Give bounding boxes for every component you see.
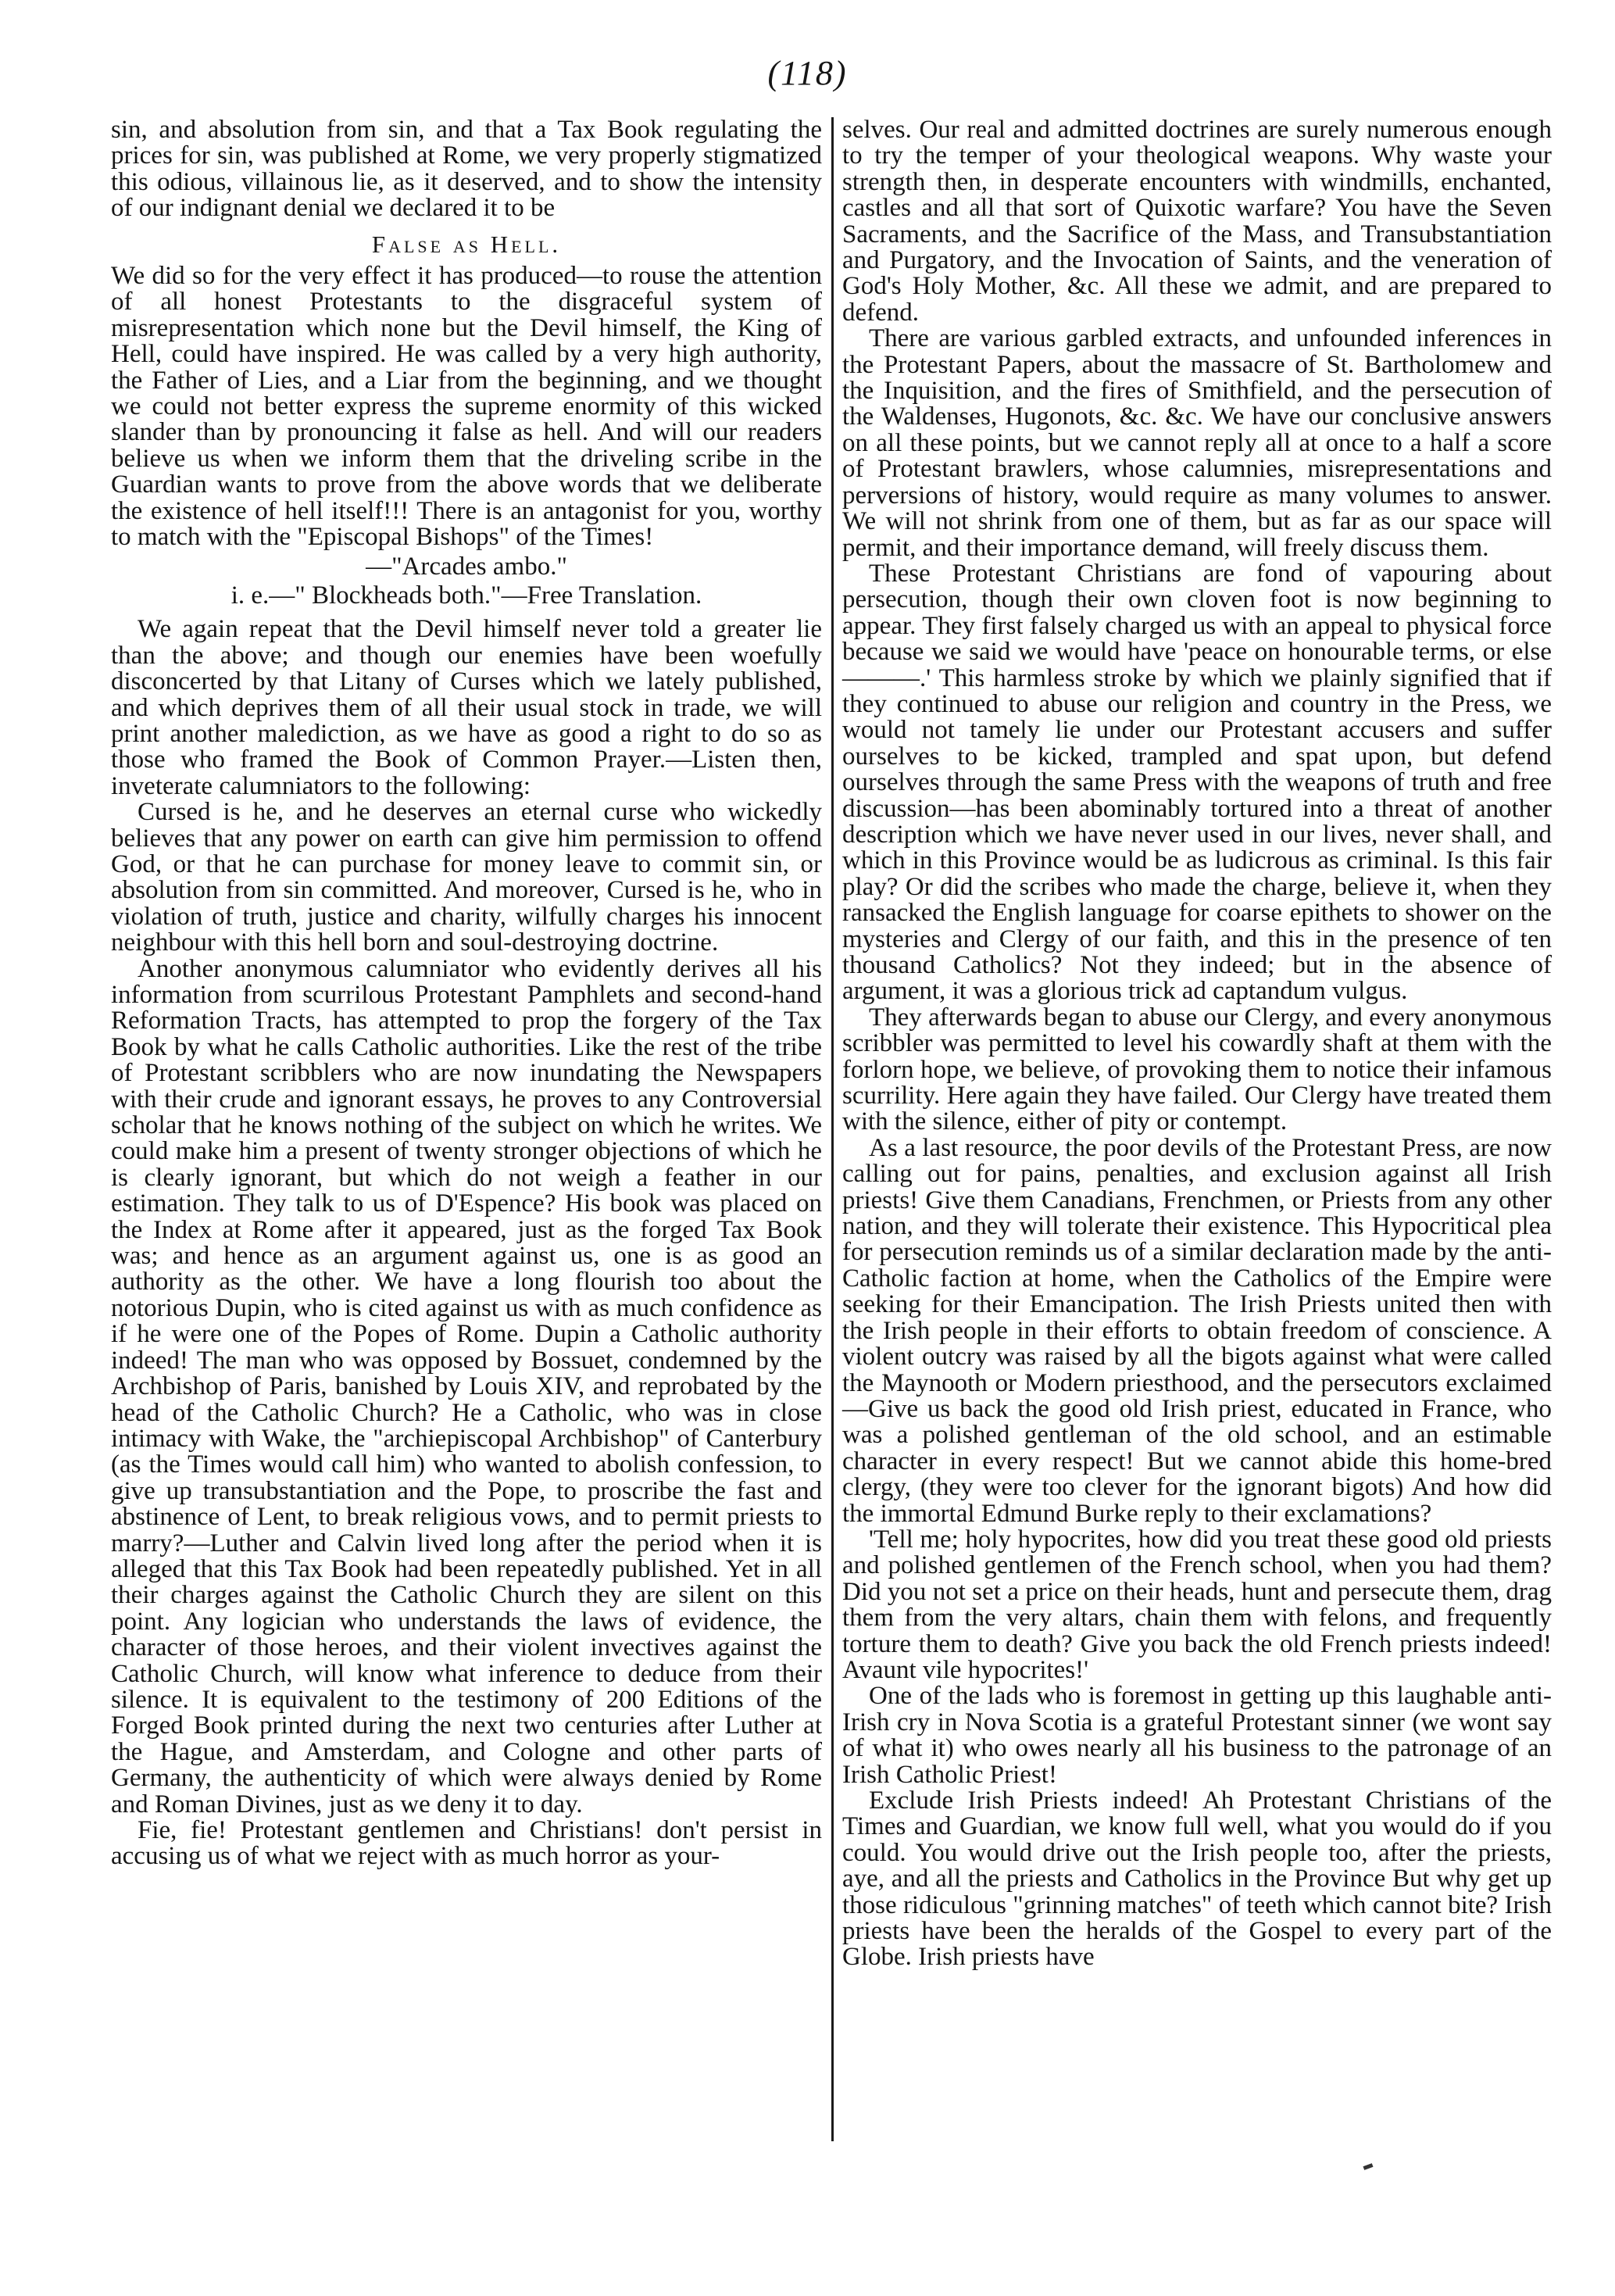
left-paragraph-3: Cursed is he, and he deserves an eternal curse who wickedly believes that any power on earth can give him permission to offend God, or that he can purchase for money leave to commit sin, or absolution from sin committed. And moreover, Cursed is he, who in violation of truth, justice and charity, wilfully charges his innocent neighbour with this hell born and soul-destroying doctrine. [111,798,822,957]
ink-mark [1363,2163,1374,2170]
latin-quote: —"Arcades ambo." [366,552,567,581]
left-paragraph-2: We again repeat that the Devil himself never told a greater lie than the above; and though our enemies have been woefully disconcerted by that Litany of Curses which we lately published, and which deprives them of all their usual stock in trade, we will print another malediction, as we have as good a right to do so as those who framed the Book of Common Prayer.—Listen then, inveterate calumniators to the following: [111,615,822,800]
right-paragraph-7: Exclude Irish Priests indeed! Ah Protestant Christians of the Times and Guardian, we know full well, what you would do if you could. You would drive out the Irish people too, after the priests, aye, and all the priests and Catholics in the Province But why get up those ridiculous "grinning matches" of teeth which cannot bite? Irish priests have been the heralds of the Gospel to every part of the Globe. Irish priests have [842,1786,1552,1972]
right-paragraph-0: selves. Our real and admitted doctrines are surely numerous enough to try the temper of your theological weapons. Why waste your strength then, in desperate encounters with windmills, enchanted, castles and all that sort of Quixotic warfare? You have the Seven Sacraments, and the Sacrifice of the Mass, and Transubstantiation and Purgatory, and the Invocation of Saints, and the veneration of God's Holy Mother, &c. All these we admit, and are prepared to defend. [842,116,1552,327]
left-paragraph-5: Fie, fie! Protestant gentlemen and Christians! don't persist in accusing us of what we reject with as much horror as your- [111,1816,822,1871]
free-translation: i. e.—" Blockheads both."—Free Translation. [230,581,702,610]
left-column [111,117,822,1870]
left-paragraph-4: Another anonymous calumniator who evidently derives all his information from scurrilous Protestant Pamphlets and second-hand Reformation Tracts, has attempted to prop the forgery of the Tax Book by what he calls Catholic authorities. Like the rest of the tribe of Protestant scribblers who are now inundating the Newspapers with their crude and ignorant essays, he proves to any Controversial scholar that he knows nothing of the subject on which he writes. We could make him a present of twenty stronger objections of which he is clearly ignorant, but which do not weigh a feather in our estimation. They talk to us of D'Espence? His book was placed on the Index at Rome after it appeared, just as the forged Tax Book was; and hence as an argument against us, one is as good an authority as the other. We have a long flourish too about the notorious Dupin, who is cited against us with as much confidence as if he were one of the Popes of Rome. Dupin a Catholic authority indeed! The man who was opposed by Bossuet, condemned by the Archbishop of Paris, banished by Louis XIV, and reprobated by the head of the Catholic Church? He a Catholic, who was in close intimacy with Wake, the "archiepiscopal Archbishop" of Canterbury (as the Times would call him) who wanted to abolish confession, to give up transubstantiation and the Pope, to proscribe the fast and abstinence of Lent, to break religious vows, and to permit priests to marry?—Luther and Calvin lived long after the period when it is alleged that this Tax Book had been repeatedly published. Yet in all their charges against the Catholic Church they are silent on this point. Any logician who understands the laws of evidence, the character of those heroes, and their violent invectives against the Catholic Church, will know what inference to deduce from their silence. It is equivalent to the testimony of 200 Editions of the Forged Book printed during the next two centuries after Luther at the Hague, and Amsterdam, and Cologne and other parts of Germany, the authenticity of which were always denied by Rome and Roman Divines, just as we deny it to day. [111,954,822,1819]
right-paragraph-4: As a last resource, the poor devils of the Protestant Press, are now calling out for pains, penalties, and exclusion against all Irish priests! Give them Canadians, Frenchmen, or Priests from any other nation, and they will tolerate their existence. This Hypocritical plea for persecution reminds us of a similar declaration made by the anti-Catholic faction at home, when the Catholics of the Empire were seeking for their Emancipation. The Irish Priests united then with the Irish people in their efforts to obtain freedom of conscience. A violent outcry was raised by all the bigots against what were called the Maynooth or Modern priesthood, and the persecutors exclaimed—Give us back the good old Irish priest, educated in France, who was a polished gentleman of the old school, and an estimable character in every respect! But we cannot abide this home-bred clergy, (they were too clever for the ignorant bigots) And how did the immortal Edmund Burke reply to their exclamations? [842,1133,1552,1528]
column-divider [831,117,834,2141]
section-heading: False as Hell. [371,230,562,258]
right-paragraph-1: There are various garbled extracts, and unfounded inferences in the Protestant Papers, about the massacre of St. Bartholomew and the Inquisition, and the fires of Smithfield, and the persecution of the Waldenses, Hugonots, &c. &c. We have our conclusive answers on all these points, but we cannot reply all at once to a half a score of Protestant brawlers, whose calumnies, misrepresentations and perversions of history, would require as many volumes to answer. We will not shrink from one of them, but as far as our space will permit, and their importance demand, will freely discuss them. [842,324,1552,562]
page-number: (118) [767,54,848,92]
right-paragraph-5: 'Tell me; holy hypocrites, how did you treat these good old priests and polished gentlemen of the French school, when you had them? Did you not set a price on their heads, hunt and persecute them, drag them from the very altars, chain them with felons, and frequently torture them to death? Give you back the old French priests indeed! Avaunt vile hypocrites!' [842,1525,1552,1684]
right-column [842,117,1552,1971]
right-paragraph-2: These Protestant Christians are fond of vapouring about persecution, though their own cloven foot is now beginning to appear. They first falsely charged us with an appeal to physical force because we said we would have 'peace on honourable terms, or else ———.' This harmless stroke by which we plainly signified that if they continued to abuse our religion and country in the Press, we would not tamely lie under our Protestant accusers and suffer ourselves to be kicked, trampled and spat upon, but defend ourselves through the same Press with the weapons of truth and free discussion—has been abominably tortured into a threat of another description which we have never used in our lives, never shall, and which in this Province would be as ludicrous as criminal. Is this fair play? Or did the scribes who made the charge, believe it, when they ransacked the English language for coarse epithets to shower on the mysteries and Clergy of our faith, and this in the presence of ten thousand Catholics? Not they indeed; but in the absence of argument, it was a glorious trick ad captandum vulgus. [842,559,1552,1006]
left-intro-paragraph: sin, and absolution from sin, and that a Tax Book regulating the prices for sin, was published at Rome, we very properly stigmatized this odious, villainous lie, as it deserved, and to show the intensity of our indignant denial we declared it to be [111,116,822,223]
right-paragraph-6: One of the lads who is foremost in getting up this laughable anti-Irish cry in Nova Scotia is a grateful Protestant sinner (we wont say of what it) who owes nearly all his business to the patronage of an Irish Catholic Priest! [842,1682,1552,1789]
left-paragraph-1: We did so for the very effect it has produced—to rouse the attention of all honest Protestants to the disgraceful system of misrepresentation which none but the Devil himself, the King of Hell, could have inspired. He was called by a very high authority, the Father of Lies, and a Liar from the beginning, and we thought we could not better express the supreme enormity of this wicked slander than by pronouncing it false as hell. And will our readers believe us when we inform them that the driveling scribe in the Guardian wants to prove from the above words that we deliberate the existence of hell itself!!! There is an antagonist for you, worthy to match with the "Episcopal Bishops" of the Times! [111,262,822,552]
right-paragraph-3: They afterwards began to abuse our Clergy, and every anonymous scribbler was permitted to level his cowardly shaft at them with the forlorn hope, we believe, of provoking them to notice their infamous scurrility. Here again they have failed. Our Clergy have treated them with the silence, either of pity or contempt. [842,1003,1552,1136]
